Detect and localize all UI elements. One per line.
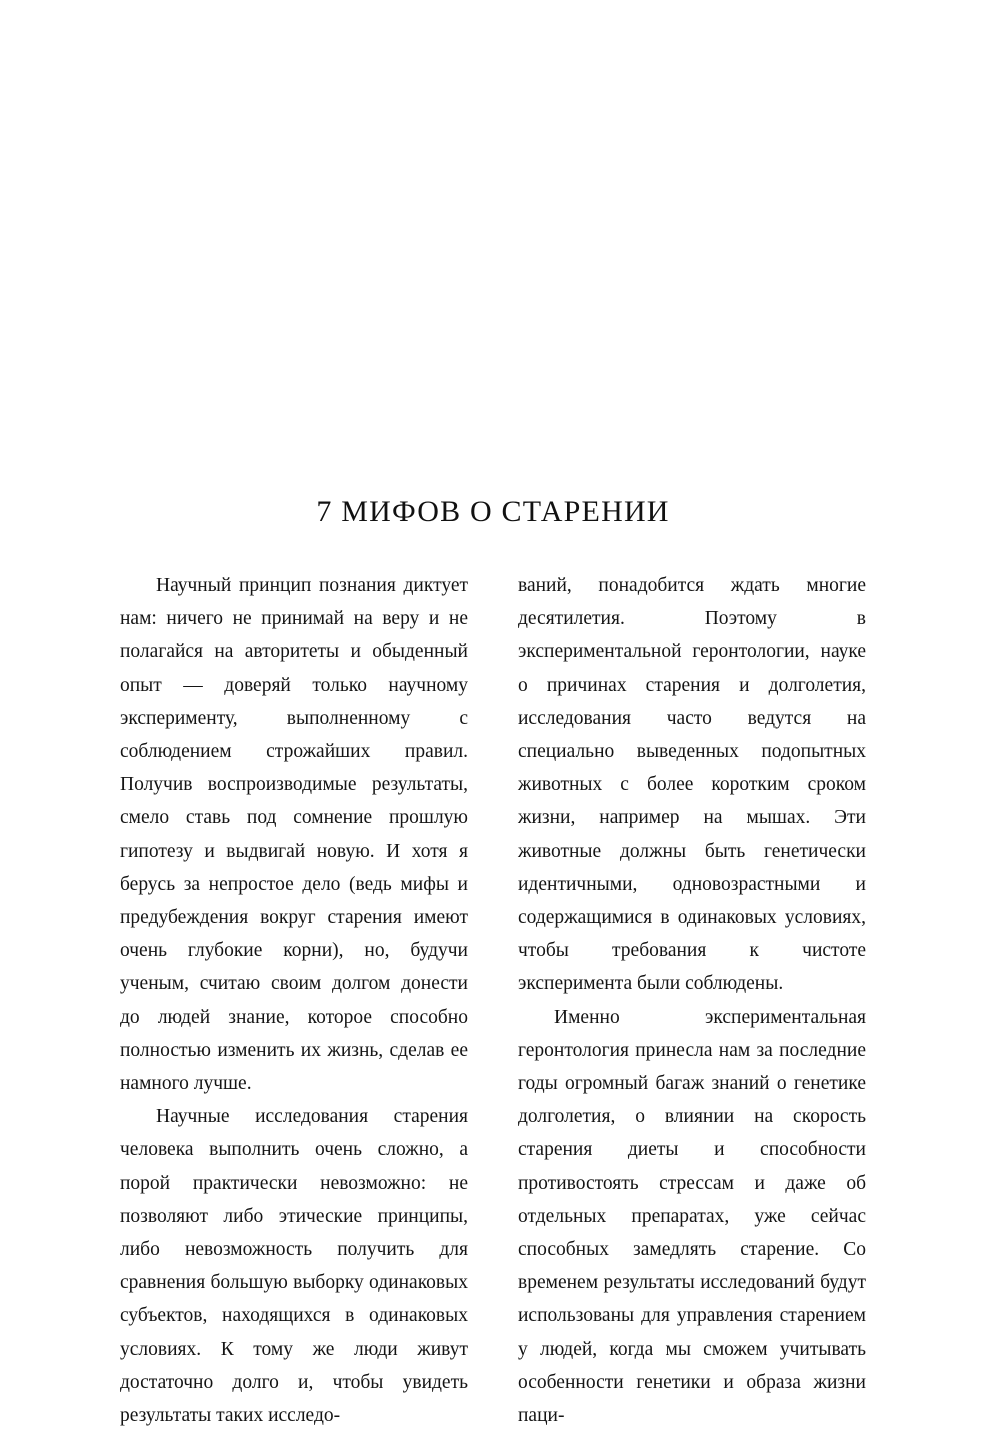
right-column bbox=[518, 569, 866, 1432]
paragraph: Научный принцип познания диктует нам: ничего не принимай на веру и не полагайся на авторитеты и обыденный опыт — доверяй только научному эксперименту, выполненному с соблюдением строжайших правил. Получив воспроизводимые результаты, смело ставь под сомнение прошлую гипотезу и выдвигай новую. И хотя я берусь за непростое дело (ведь мифы и предубеждения вокруг старения имеют очень глубокие корни), но, будучи ученым, считаю своим долгом донести до людей знание, которое способно полностью изменить их жизнь, сделав ее намного лучше. bbox=[120, 575, 468, 1095]
page-content bbox=[120, 495, 866, 1432]
paragraph: Именно экспериментальная геронтология принесла нам за последние годы огромный багаж знаний о генетике долголетия, о влиянии на скорость старения диеты и способности противостоять стрессам и даже об отдельных препаратах, уже сейчас способных замедлять старение. Со временем результаты исследований будут использованы для управления старением у людей, когда мы сможем учитывать особенности генетики и образа жизни паци- bbox=[518, 1006, 866, 1427]
text-columns bbox=[120, 569, 866, 1432]
left-column bbox=[120, 569, 468, 1432]
paragraph: Научные исследования старения человека выполнить очень сложно, а порой практически невозможно: не позволяют либо этические принципы, либо невозможность получить для сравнения большую выборку одинаковых субъектов, находящихся в одинаковых условиях. К тому же люди живут достаточно долго и, чтобы увидеть результаты таких исследо- bbox=[120, 1106, 468, 1427]
chapter-title: 7 МИФОВ О СТАРЕНИИ bbox=[316, 495, 670, 528]
paragraph-continuation: ваний, понадобится ждать многие десятилетия. Поэтому в экспериментальной геронтологии, науке о причинах старения и долголетия, исследования часто ведутся на специально выведенных подопытных животных с более коротким сроком жизни, например на мышах. Эти животные должны быть генетически идентичными, одновозрастными и содержащимися в одинаковых условиях, чтобы требования к чистоте эксперимента были соблюдены. bbox=[518, 575, 866, 995]
